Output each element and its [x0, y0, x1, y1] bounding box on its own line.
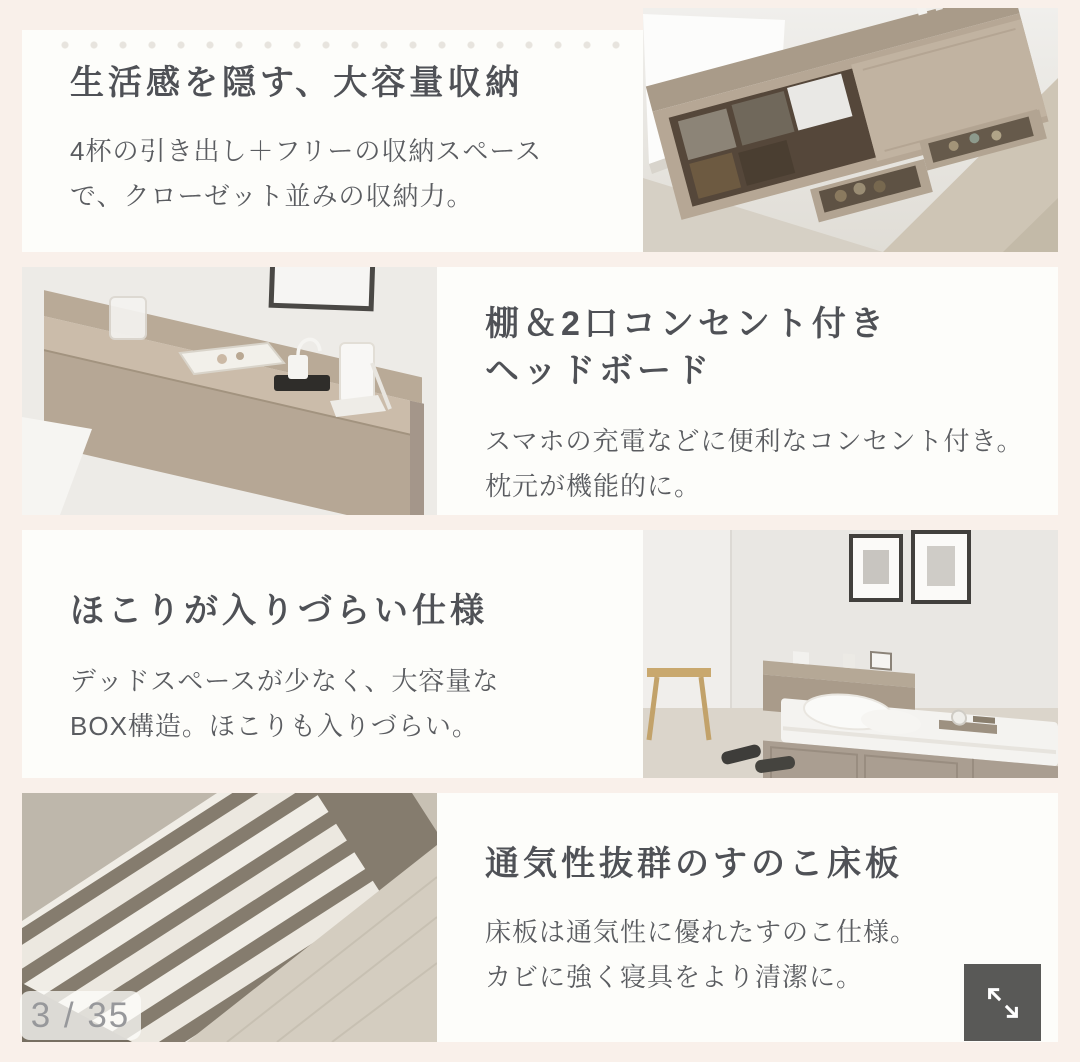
feature-body-line: 枕元が機能的に。	[485, 471, 702, 501]
feature-title-line: 生活感を隠す、大容量収納	[70, 64, 524, 102]
feature-title-line: 通気性抜群のすのこ床板	[485, 845, 903, 883]
feature-body-line: BOX構造。ほこりも入りづらい。	[70, 711, 479, 741]
feature-body-line: で、クローゼット並みの収納力。	[70, 181, 474, 211]
feature-section-ventilated-slats	[22, 793, 1058, 1042]
feature-card	[22, 30, 643, 252]
feature-section-headboard-outlets	[22, 267, 1058, 515]
feature-title	[70, 588, 623, 635]
decorative-dots	[58, 38, 625, 52]
page-indicator-text: 3 / 35	[30, 995, 131, 1035]
expand-arrows-icon	[981, 981, 1025, 1025]
feature-card	[22, 530, 643, 778]
feature-body-line: カビに強く寝具をより清潔に。	[485, 962, 864, 992]
page-indicator-badge	[20, 991, 141, 1040]
feature-title	[485, 841, 1038, 888]
feature-photo-wrap	[643, 530, 1058, 778]
feature-body-line: 4杯の引き出し＋フリーの収納スペース	[70, 136, 543, 166]
expand-button[interactable]	[964, 964, 1041, 1041]
feature-body	[70, 129, 623, 219]
feature-section-large-storage	[22, 8, 1058, 252]
feature-body	[485, 910, 1038, 1000]
feature-body-line: スマホの充電などに便利なコンセント付き。	[485, 426, 1024, 456]
feature-title-line: ほこりが入りづらい仕様	[70, 592, 488, 630]
feature-title	[70, 60, 623, 107]
feature-title-line: 棚＆2口コンセント付き	[485, 305, 888, 343]
feature-body	[70, 659, 623, 749]
feature-title	[485, 301, 1038, 395]
feature-title-line: ヘッドボード	[485, 352, 713, 390]
storage-bed-room-photo	[643, 530, 1058, 778]
headboard-shelf-photo	[22, 267, 437, 515]
feature-card	[437, 267, 1058, 515]
feature-photo-wrap	[22, 267, 437, 515]
feature-body-line: デッドスペースが少なく、大容量な	[70, 666, 500, 696]
feature-photo-wrap	[643, 8, 1058, 252]
feature-body-line: 床板は通気性に優れたすのこ仕様。	[485, 917, 918, 947]
feature-body	[485, 419, 1038, 509]
feature-section-dust-resistant	[22, 530, 1058, 778]
open-storage-bed-photo	[643, 8, 1058, 252]
